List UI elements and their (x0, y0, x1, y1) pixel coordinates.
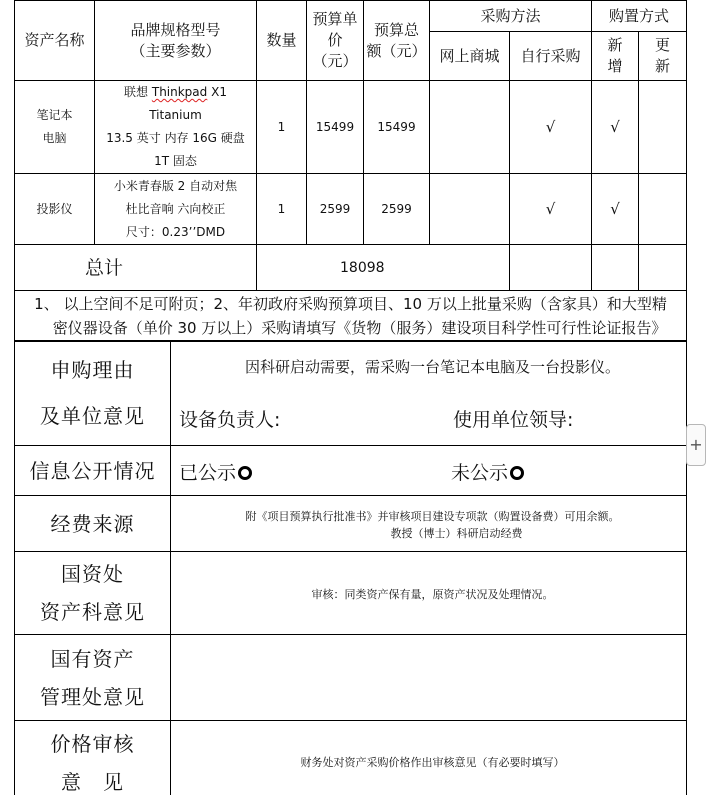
asset-mgmt-content (171, 635, 687, 721)
header-brand-spec: 品牌规格型号 （主要参数） (95, 1, 257, 81)
header-new: 新 增 (592, 32, 639, 81)
cell-unit-price: 15499 (307, 81, 364, 174)
cell-online-mall (430, 81, 510, 174)
cell-spec: 小米青春版 2 自动对焦 杜比音响 六向校正 尺寸：0.23’’DMD (95, 174, 257, 245)
total-row (15, 245, 687, 291)
header-quantity: 数量 (257, 1, 307, 81)
header-replace: 更 新 (639, 32, 687, 81)
cell-quantity: 1 (257, 81, 307, 174)
disclosure-label: 信息公开情况 (15, 446, 171, 496)
disclosure-content (171, 446, 687, 496)
cell-new-check: √ (592, 81, 639, 174)
total-empty-cell (510, 245, 592, 291)
cell-new-check: √ (592, 174, 639, 245)
expand-plus-button[interactable] (686, 424, 706, 466)
funding-content: 附《项目预算执行批准书》并审核项目建设专项款（购置设备费）可用余额。 教授（博士）科研启动经费 (171, 496, 687, 552)
cell-replace (639, 174, 687, 245)
asset-section-label: 国资处 资产科意见 (15, 552, 171, 635)
cell-online-mall (430, 174, 510, 245)
radio-circle-icon (510, 466, 524, 480)
published-option[interactable]: 已公示 (179, 458, 252, 485)
cell-unit-price: 2599 (307, 174, 364, 245)
note-row (15, 291, 687, 342)
table-row (15, 174, 687, 245)
cell-self-purchase-check: √ (510, 81, 592, 174)
header-asset-name: 资产名称 (15, 1, 95, 81)
reason-label-cell: 申购理由 及单位意见 (15, 341, 171, 446)
reason-content-cell: 因科研启动需要，需采购一台笔记本电脑及一台投影仪。 设备负责人: 使用单位领导: (171, 341, 687, 446)
cell-total: 15499 (364, 81, 430, 174)
total-label: 总计 (15, 245, 257, 291)
cell-replace (639, 81, 687, 174)
total-value: 18098 (257, 245, 510, 291)
cell-asset-name: 投影仪 (15, 174, 95, 245)
price-review-label: 价格审核 意 见 (15, 721, 171, 795)
procurement-form-table (14, 0, 687, 342)
funding-label: 经费来源 (15, 496, 171, 552)
header-total-budget: 预算总 额（元） (364, 1, 430, 81)
unpublished-option[interactable]: 未公示 (451, 458, 524, 485)
radio-circle-icon (238, 466, 252, 480)
asset-section-content: 审核：同类资产保有量，原资产状况及处理情况。 (171, 552, 687, 635)
cell-self-purchase-check: √ (510, 174, 592, 245)
header-self-purchase: 自行采购 (510, 32, 592, 81)
approval-table (14, 340, 687, 795)
header-purchase-method: 采购方法 (430, 1, 592, 32)
equip-manager-label: 设备负责人: (179, 409, 281, 431)
header-unit-price: 预算单 价 （元） (307, 1, 364, 81)
asset-mgmt-label: 国有资产 管理处意见 (15, 635, 171, 721)
cell-asset-name: 笔记本 电脑 (15, 81, 95, 174)
cell-quantity: 1 (257, 174, 307, 245)
total-empty-cell (639, 245, 687, 291)
header-acquire-method: 购置方式 (592, 1, 687, 32)
total-empty-cell (592, 245, 639, 291)
price-review-content: 财务处对资产采购价格作出审核意见（有必要时填写） (171, 721, 687, 795)
cell-total: 2599 (364, 174, 430, 245)
table-row (15, 81, 687, 174)
unit-leader-label: 使用单位领导: (453, 409, 574, 431)
header-online-mall: 网上商城 (430, 32, 510, 81)
note-text: 1、 以上空间不足可附页；2、年初政府采购预算项目、10 万以上批量采购（含家具）和大型精 密仪器设备（单价 30 万以上）采购请填写《货物（服务）建设项目科学性可行性论证报告》 (15, 291, 687, 342)
cell-spec: 联想 Thinkpad X1 Titanium 13.5 英寸 内存 16G 硬盘 1T 固态 (95, 81, 257, 174)
plus-icon: + (689, 435, 703, 454)
